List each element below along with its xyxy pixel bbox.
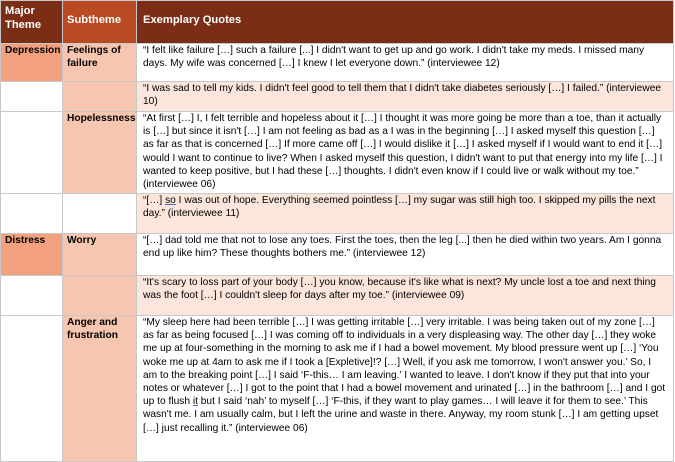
- quote-cell: [137, 44, 674, 82]
- quote-cell: [137, 194, 674, 234]
- subtheme-anger-and-frustration: Anger and frustration: [67, 317, 118, 342]
- subtheme-cell: [63, 194, 137, 234]
- table-row: [1, 112, 674, 194]
- major-theme-depression: Depression: [5, 45, 61, 56]
- table-row: [1, 44, 674, 82]
- quote-text: “I was sad to tell my kids. I didn't feel good to tell them that I didn't take diabetes seriously […] I failed.” (interviewee 10): [143, 83, 662, 108]
- table-row: [1, 82, 674, 112]
- subtheme-hopelessness: Hopelessness: [67, 113, 136, 124]
- subtheme-feelings-of-failure: Feelings of failure: [67, 45, 121, 70]
- major-theme-cell: [1, 234, 63, 276]
- quote-cell: [137, 112, 674, 194]
- quote-cell: [137, 276, 674, 316]
- subtheme-worry: Worry: [67, 235, 97, 246]
- subtheme-cell: [63, 82, 137, 112]
- quote-text: “I felt like failure […] such a failure [...] I didn't want to get up and go work. I didn't take my meds. I missed many days. My wife was concerned […] I knew I let everyone down.” (interviewee 12): [143, 45, 645, 70]
- subtheme-cell: [63, 234, 137, 276]
- subtheme-cell: [63, 316, 137, 462]
- subtheme-cell: [63, 276, 137, 316]
- header-row: [1, 1, 674, 44]
- header-subtheme: Subtheme: [63, 1, 137, 44]
- table-row: [1, 234, 674, 276]
- underlined-word: it: [192, 396, 198, 408]
- table-row: [1, 276, 674, 316]
- major-theme-cell: [1, 82, 63, 112]
- major-theme-cell: [1, 276, 63, 316]
- header-exemplary-quotes: Exemplary Quotes: [137, 1, 674, 44]
- quote-text: “It's scary to loss part of your body […] you know, because it's like what is next? My uncle lost a toe and next thing was the foot […] I couldn't sleep for days after my toe.” (interviewee 09): [143, 277, 656, 302]
- quote-cell: [137, 316, 674, 462]
- quote-text: “My sleep here had been terrible […] I was getting irritable […] very irritable. I was being taken out of my zone […] as far as being focused […] I was coming off to individuals in a very displeasing way. The other day […] they woke me up at four-something in the morning to ask me if I had a bowel movement. My blood pressure went up […] ‘You woke me up at 4am to ask me if I took a [Expletive]!? […] Well, if you ask me tomorrow, I won't answer you.’ So, I am to the breaking point […] I said ‘F-this… I am leaving.’ I wanted to leave. I don't know if they put that into your notes or whatever […] I got to the point that I had a bowel movement and urinated […] in the bathroom […] and I got up to flush it but I said ‘nah’ to myself […] ‘F-this, if they want to play games… I will leave it for them to see.’ This wasn't me. I am usually calm, but I left the urine and waste in there. Anyway, my room stunk […] I am getting upset […] just recalling it.” (interviewee 06): [143, 317, 666, 434]
- quote-cell: [137, 82, 674, 112]
- major-theme-cell: [1, 44, 63, 82]
- quote-text: “At first […] I, I felt terrible and hopeless about it […] I thought it was more going be more than a toe, than it actually is […] but since it isn't […] I am not feeling as bad as a I was in the beginning […] I asked myself this question […] as far as that is concerned […] If more came off […] I would dislike it […] I asked myself if I would want to end it […] would I want to continue to live? When I asked myself this question, I didn't want to put that energy into my life […] I wanted to keep positive, but I had these […] thoughts. I didn't even know if I could live or walk without my toe.” (interviewee 06): [143, 113, 663, 191]
- major-theme-cell: [1, 316, 63, 462]
- major-theme-cell: [1, 194, 63, 234]
- table-row: [1, 316, 674, 462]
- quote-cell: [137, 234, 674, 276]
- subtheme-cell: [63, 112, 137, 194]
- quote-text: “[…] dad told me that not to lose any toes. First the toes, then the leg [...] then he died within two years. Am I gonna end up like him? These thoughts bothers me.” (interviewee 12): [143, 235, 662, 260]
- quote-text: “[…] so I was out of hope. Everything seemed pointless […] my sugar was still high too. I skipped my pills the next day.” (interviewee 11): [143, 195, 656, 220]
- major-theme-distress: Distress: [5, 235, 46, 246]
- subtheme-cell: [63, 44, 137, 82]
- header-major-theme: Major Theme: [1, 1, 63, 44]
- table-row: [1, 194, 674, 234]
- underlined-word: so: [165, 195, 176, 206]
- major-theme-cell: [1, 112, 63, 194]
